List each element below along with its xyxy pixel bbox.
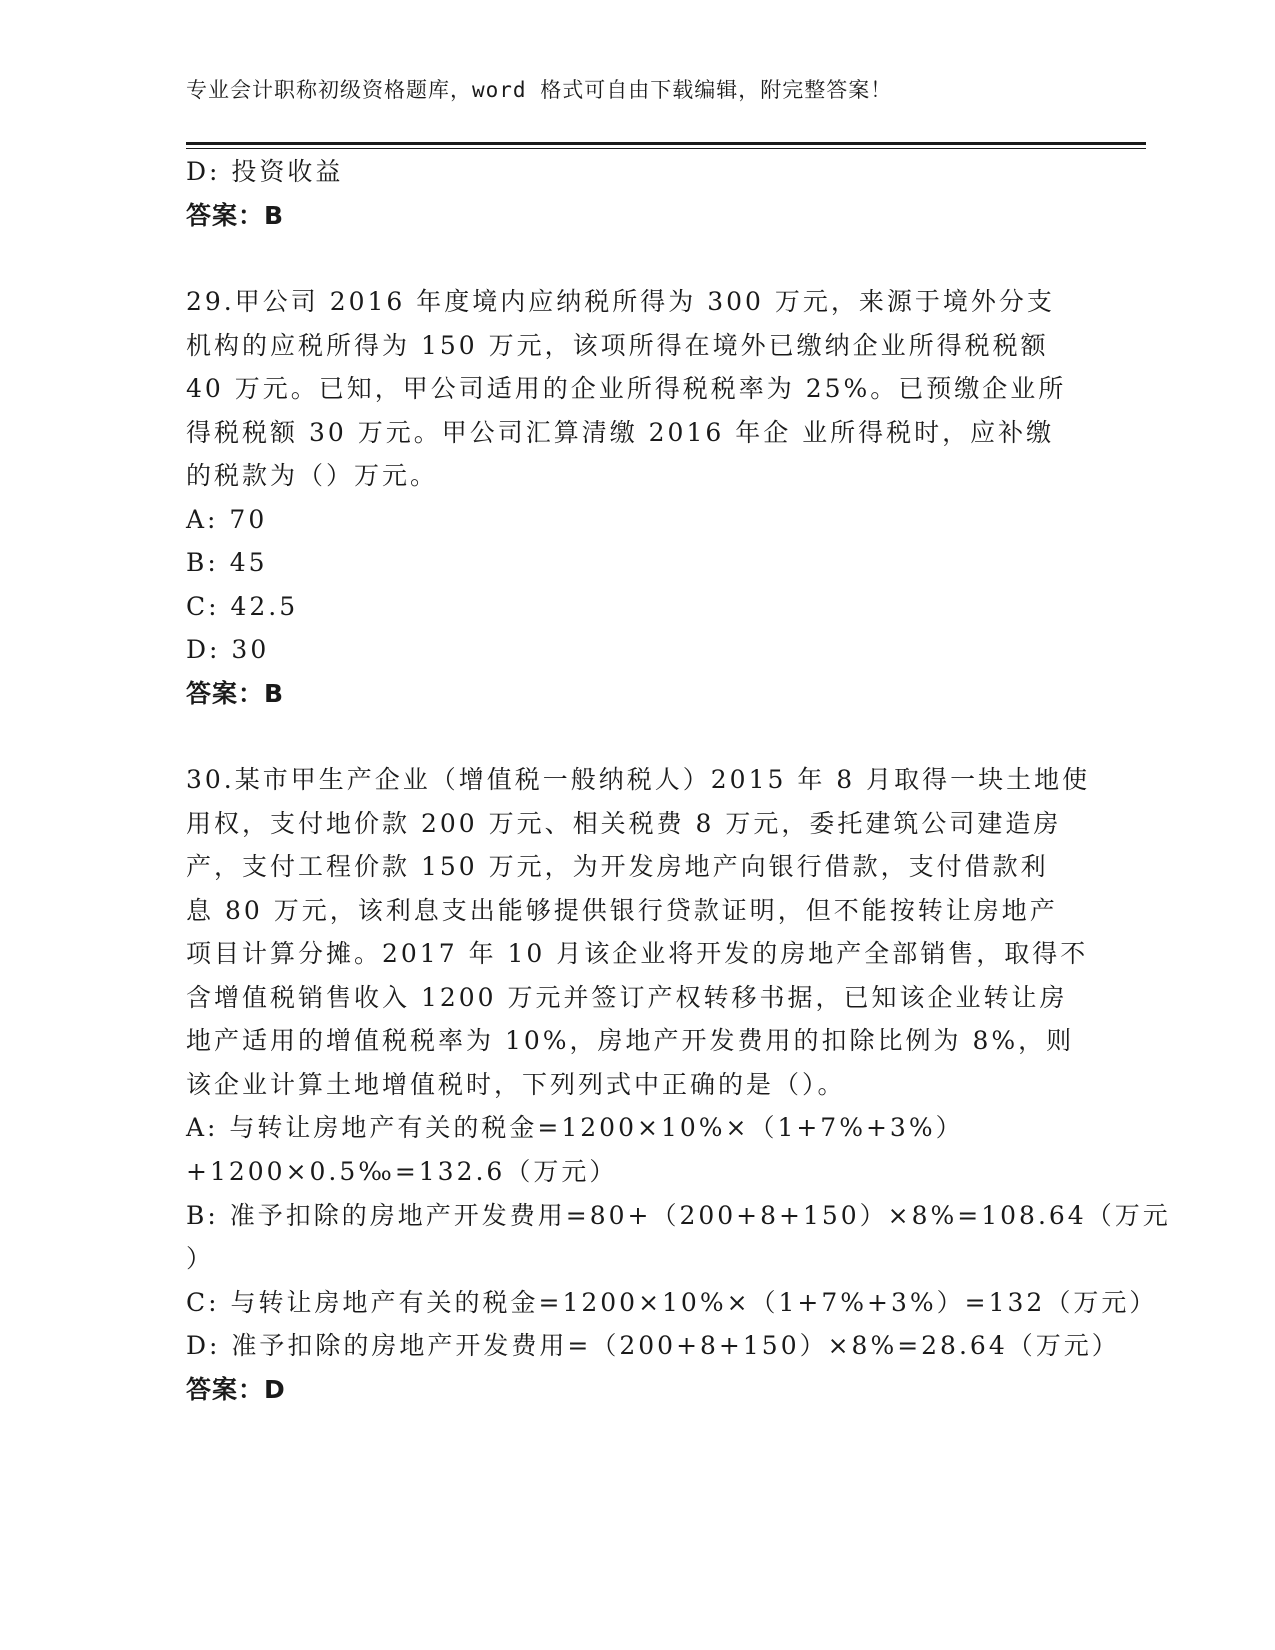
- question-30-line-2: 用权，支付地价款 200 万元、相关税费 8 万元，委托建筑公司建造房: [186, 809, 1062, 838]
- option-b-q30-cont: ）: [186, 1244, 215, 1273]
- option-b-q30: B: 准予扣除的房地产开发费用=80+（200+8+150）×8%=108.64（万元: [186, 1201, 1171, 1230]
- option-d-q30: D: 准予扣除的房地产开发费用=（200+8+150）×8%=28.64（万元）: [186, 1331, 1120, 1360]
- question-30-line-3: 产，支付工程价款 150 万元，为开发房地产向银行借款，支付借款利: [186, 852, 1049, 881]
- option-b-q29: B: 45: [186, 548, 268, 577]
- answer-q30: 答案：D: [186, 1375, 286, 1404]
- option-a-q30-cont: +1200×0.5‰=132.6（万元）: [186, 1157, 618, 1186]
- option-a-q30: A: 与转让房地产有关的税金=1200×10%×（1+7%+3%）: [186, 1113, 964, 1142]
- header-rule-thin: [186, 148, 1146, 149]
- question-30-line-1: 30.某市甲生产企业（增值税一般纳税人）2015 年 8 月取得一块土地使: [186, 765, 1091, 794]
- question-30-line-6: 含增值税销售收入 1200 万元并签订产权转移书据，已知该企业转让房: [186, 983, 1068, 1012]
- option-a-q29: A: 70: [186, 505, 268, 534]
- option-d-q28: D: 投资收益: [186, 157, 344, 186]
- option-c-q30: C: 与转让房地产有关的税金=1200×10%×（1+7%+3%）=132（万元）: [186, 1288, 1158, 1317]
- question-30-line-7: 地产适用的增值税税率为 10%，房地产开发费用的扣除比例为 8%，则: [186, 1026, 1075, 1055]
- question-30-line-5: 项目计算分摊。2017 年 10 月该企业将开发的房地产全部销售，取得不: [186, 939, 1089, 968]
- question-30-line-4: 息 80 万元，该利息支出能够提供银行贷款证明，但不能按转让房地产: [186, 896, 1058, 925]
- header-rule-thick: [186, 142, 1146, 145]
- option-c-q29: C: 42.5: [186, 592, 299, 621]
- question-29-line-3: 40 万元。已知，甲公司适用的企业所得税税率为 25%。已预缴企业所: [186, 374, 1067, 403]
- question-30-line-8: 该企业计算土地增值税时，下列列式中正确的是（）。: [186, 1070, 846, 1099]
- question-29-line-5: 的税款为（）万元。: [186, 461, 439, 490]
- page-header: 专业会计职称初级资格题库，word 格式可自由下载编辑，附完整答案！: [186, 78, 893, 102]
- answer-q28: 答案：B: [186, 201, 285, 230]
- answer-q29: 答案：B: [186, 679, 285, 708]
- question-29-line-4: 得税税额 30 万元。甲公司汇算清缴 2016 年企 业所得税时，应补缴: [186, 418, 1055, 447]
- option-d-q29: D: 30: [186, 635, 270, 664]
- question-29-line-2: 机构的应税所得为 150 万元，该项所得在境外已缴纳企业所得税税额: [186, 331, 1049, 360]
- question-29-line-1: 29.甲公司 2016 年度境内应纳税所得为 300 万元，来源于境外分支: [186, 287, 1055, 316]
